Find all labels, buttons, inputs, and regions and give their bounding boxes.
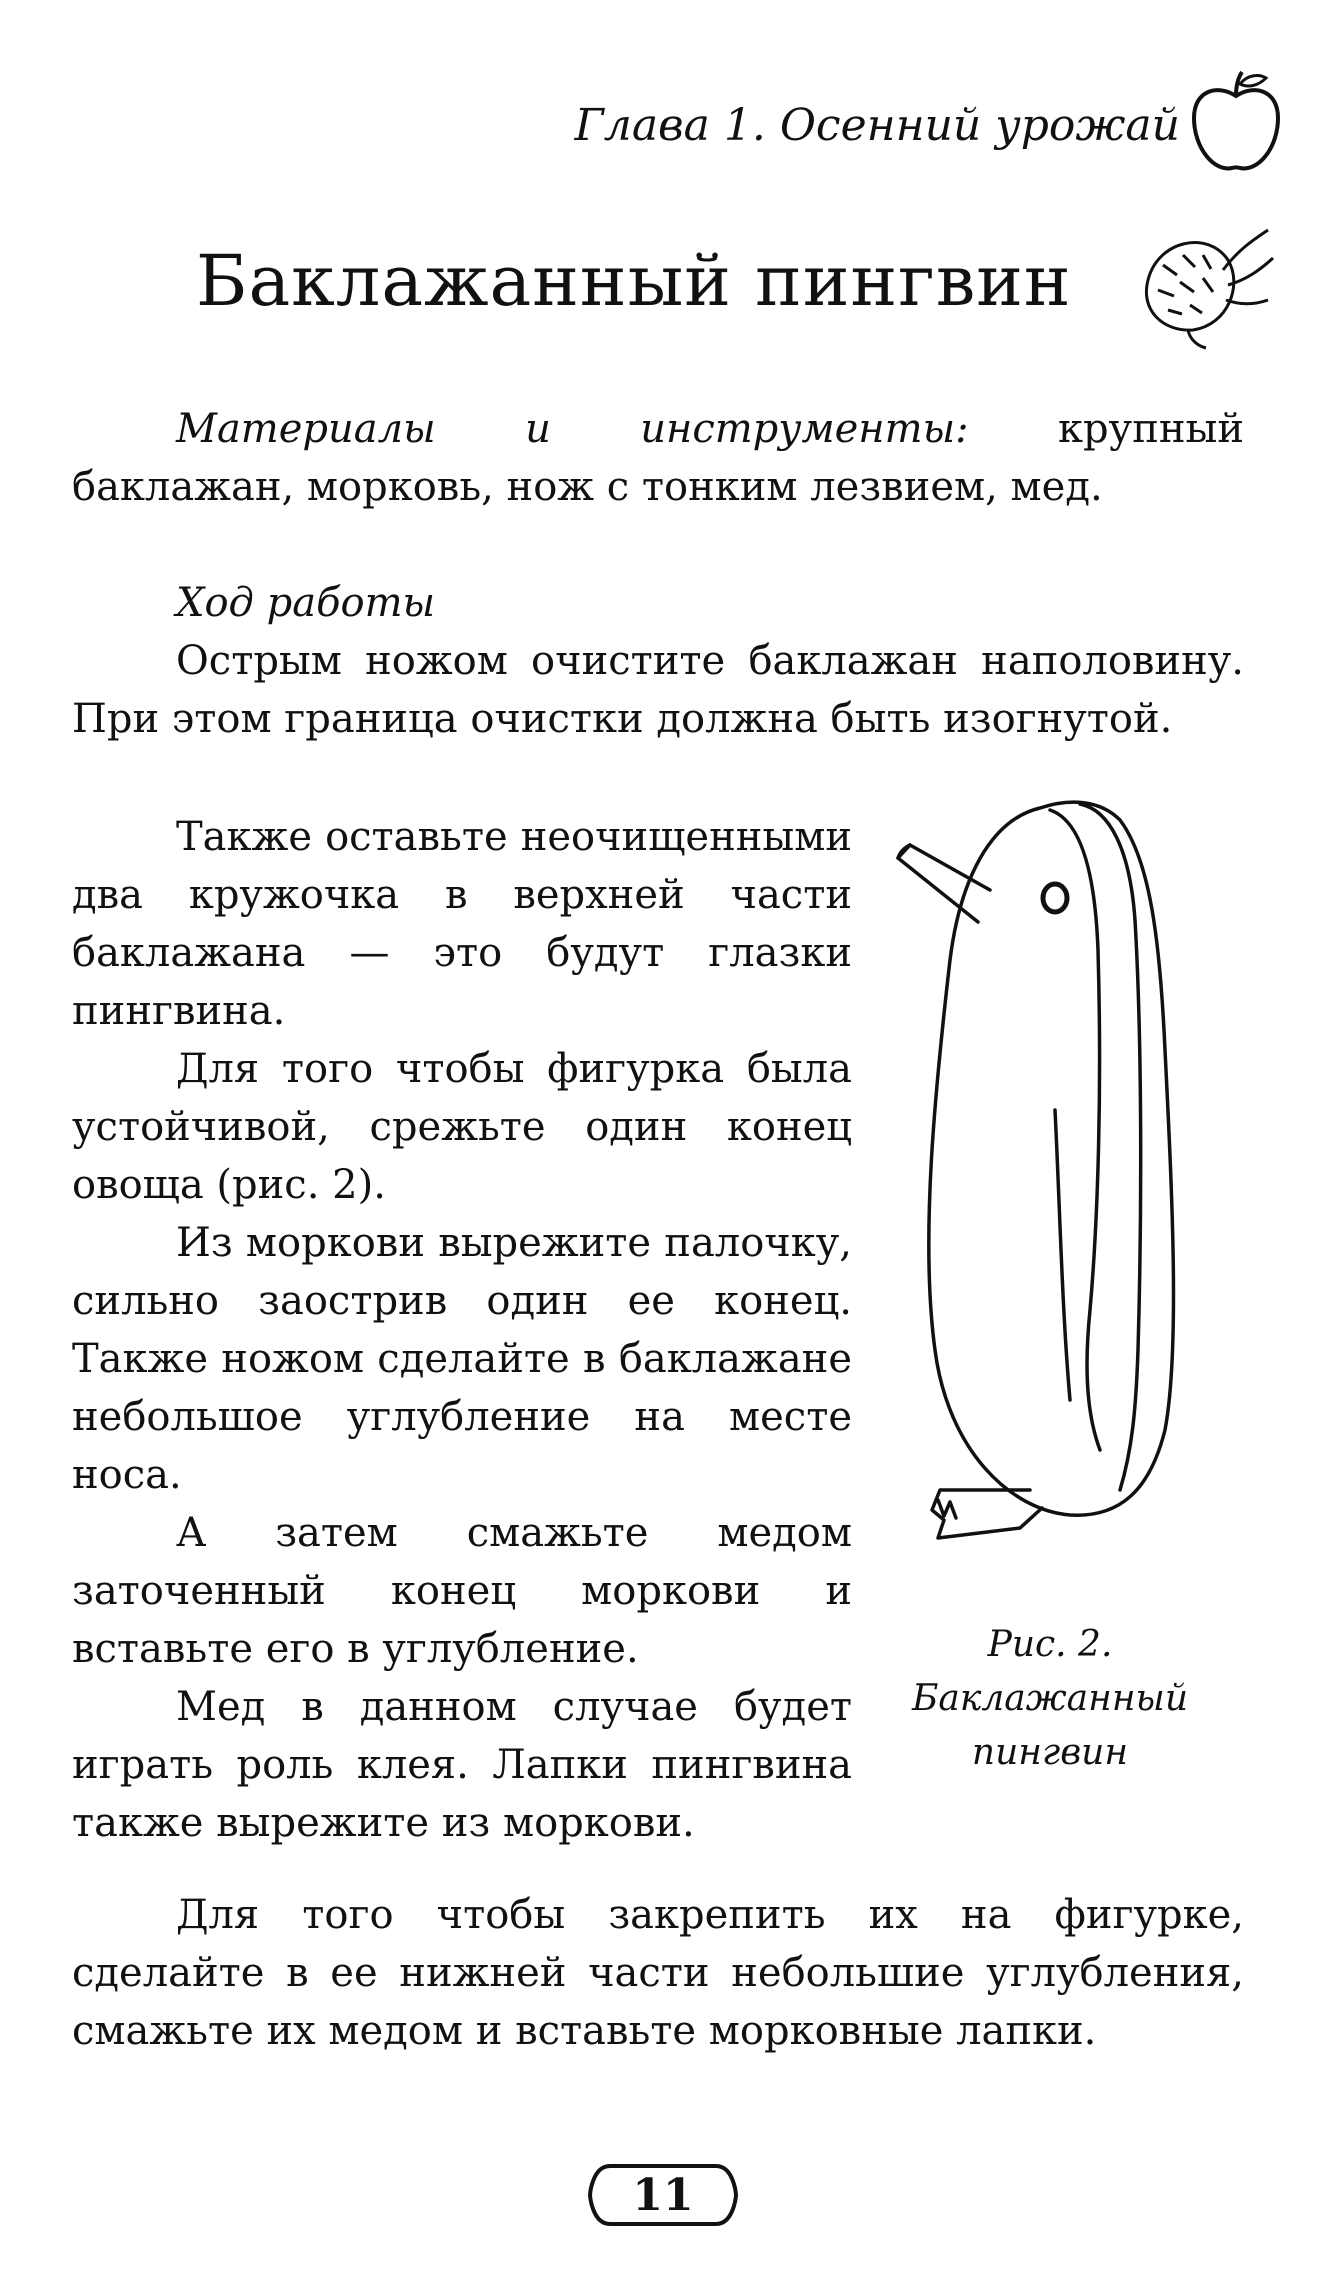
figure-caption [880,1618,1220,1780]
intro-paragraph: Острым ножом очистите баклажан наполовину. При этом граница очистки должна быть изогнутой. [72,638,1244,742]
column-paragraph: Мед в данном случае будет играть роль клея. Лапки пингвина также вырежите из моркови. [72,1684,852,1846]
pinecone-icon [1128,210,1278,350]
materials-label: Материалы и инструменты: [176,406,969,452]
closing-paragraph: Для того чтобы закрепить их на фигурке, сделайте в ее нижней части небольшие углубления, смажьте их медом и вставьте морковные лапки. [72,1892,1244,2054]
materials-paragraph [72,400,1244,516]
column-paragraph: А затем смажьте медом заточенный конец моркови и вставьте его в углубление. [72,1510,852,1672]
intro-block [72,400,1244,748]
column-paragraph: Для того чтобы фигурка была устойчивой, срежьте один конец овоща (рис. 2). [72,1046,852,1208]
page-title: Баклажанный пингвин [196,240,1072,322]
text-column [72,808,852,1852]
penguin-eggplant-illustration [880,790,1220,1550]
caption-title-line1: Баклажанный [911,1678,1189,1719]
caption-number: Рис. 2. [987,1624,1113,1665]
running-head: Глава 1. Осенний урожай [574,100,1180,151]
materials-text: крупный баклажан, морковь, нож с тонким лезвием, мед. [72,406,1245,510]
apple-icon [1188,66,1284,178]
page-number: 11 [632,2170,694,2221]
process-heading: Ход работы [176,580,436,626]
column-paragraph: Из моркови вырежите палочку, сильно заострив один ее конец. Также ножом сделайте в баклажане небольшое углубление на месте носа. [72,1220,852,1498]
closing-block [72,1886,1244,2060]
column-paragraph: Также оставьте неочищенными два кружочка в верхней части баклажана — это будут глазки пингвина. [72,814,852,1034]
page-number-badge [588,2162,738,2228]
caption-title-line2: пингвин [971,1732,1129,1773]
